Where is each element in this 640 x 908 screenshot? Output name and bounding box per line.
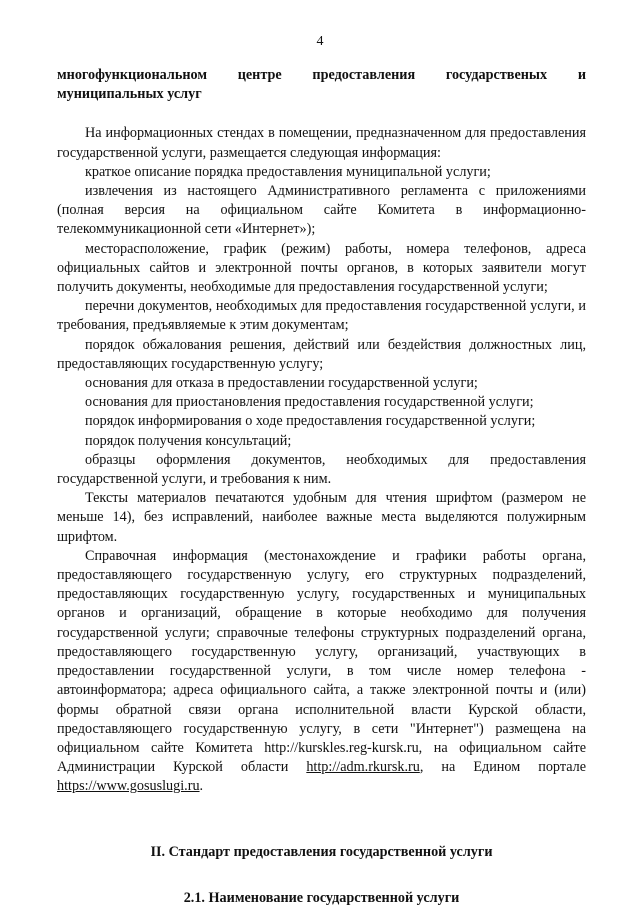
header-text: многофункциональном центре предоставления государственых и муниципальных услуг [57, 67, 586, 103]
gosuslugi-link[interactable]: https://www.gosuslugi.ru [57, 778, 200, 795]
paragraph-font-requirements: Тексты материалов печатаются удобным для чтения шрифтом (размером не меньше 14), без исправлений, наиболее важные места выделяются полужирным шрифтом. [57, 490, 586, 545]
section-title: II. Стандарт предоставления государственной услуги [150, 843, 493, 860]
adm-rkursk-link[interactable]: http://adm.rkursk.ru [306, 759, 420, 776]
subsection-title: 2.1. Наименование государственной услуги [183, 889, 460, 906]
paragraph-stands-intro: На информационных стендах в помещении, предназначенном для предоставления государственной услуги, размещается следующая информация: [57, 125, 586, 161]
paragraph-consultations: порядок получения консультаций; [85, 432, 292, 449]
paragraph-location-schedule: месторасположение, график (режим) работы, номера телефонов, адреса официальных сайтов и электронной почты органов, в которых заявители могут получить документы, необходимые для предоставления государственной услуги; [57, 240, 586, 296]
paragraph-regulation-extracts: извлечения из настоящего Административного регламента с приложениями (полная версия на официальном сайте Комитета в информационно-телекоммуникационной сети «Интернет»); [57, 183, 586, 238]
paragraph-document-samples: образцы оформления документов, необходимых для предоставления государственной услуги, и требования к ним. [57, 451, 586, 488]
reference-text: Справочная информация (местонахождение и графики работы органа, предоставляющего государственную услугу, его структурных подразделений, предоставляющих государственную услугу, государственных и муниципальных органов и организаций, обращение в которые необходимо для получения государственной услуги; справочные телефоны структурных подразделений органа, предоставляющего государственную услугу, организаций, участвующих в предоставлении государственной услуги, в том числе номер телефона - автоинформатора; адреса официального сайта, а также электронной почты и (или) формы обратной связи органа исполнительной власти Курской области, предоставляющего государственную услугу, в сети "Интернет") размещена на официальном сайте Комитета http://kurskles.reg-kursk.ru, на официальном сайте Администрации Курской области [57, 547, 586, 776]
reference-end-text: . [199, 778, 204, 795]
page-number: 4 [316, 34, 324, 49]
paragraph-appeal-procedure: порядок обжалования решения, действий или бездействия должностных лиц, предоставляющих государственную услугу; [57, 336, 586, 372]
paragraph-suspension-grounds: основания для приостановления предоставления государственной услуги; [85, 394, 534, 411]
paragraph-document-lists: перечни документов, необходимых для предоставления государственной услуги, и требования, предъявляемые к этим документам; [57, 298, 586, 334]
document-body [57, 66, 586, 908]
paragraph-reference-info [57, 547, 586, 797]
paragraph-informing-procedure: порядок информирования о ходе предоставления государственной услуги; [85, 413, 536, 430]
reference-middle-text: , на Едином портале [419, 759, 586, 776]
paragraph-refusal-grounds: основания для отказа в предоставлении государственной услуги; [85, 375, 478, 392]
paragraph-short-description: краткое описание порядка предоставления муниципальной услуги; [85, 163, 491, 180]
